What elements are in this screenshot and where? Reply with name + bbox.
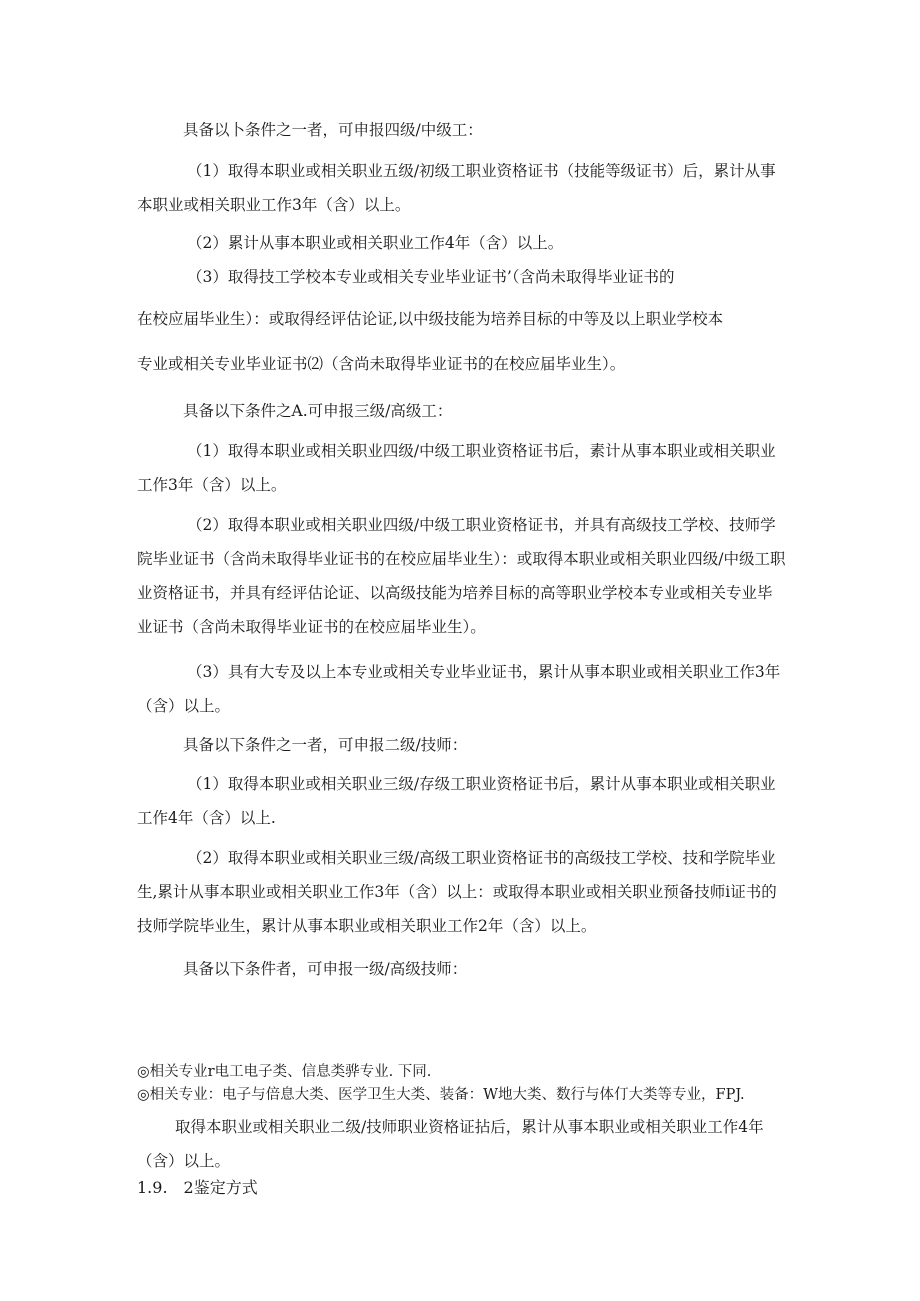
condition-level3-item2: （2）取得本职业或相关职业四级/中级工职业资格证书，并具有高级技工学校、技师学院毕业证书（含尚未取得毕业证书的在校应届毕业生）：或取得本职业或相关职业四级/中级工职业资格证书，并具有经评估论证、以高级技能为培养目标的高等职业学校本专业或相关专业毕业证书（含尚未取得毕业证书的在校应届毕业生）。 <box>137 516 786 636</box>
condition-level4-item3-line1: （3）取得技工学校本专业或相关专业毕业证书’（含尚未取得毕业证书的 <box>187 268 675 286</box>
condition-level4-item3-line2: 在校应届毕业生）：或取得经评估论证,以中级技能为培养目标的中等及以上职业学校本 <box>137 310 724 328</box>
condition-level4-item2: （2）累计从事本职业或相关职业工作4年（含）以上。 <box>187 234 564 252</box>
condition-intro-level4: 具备以卜条件之一者，可申报四级/中级工： <box>183 121 483 139</box>
footnote-1: ◎相关专业r电工电子类、信息类骅专业. 下同. <box>137 1064 432 1080</box>
condition-level3-item3: （3）具有大专及以上本专业或相关专业毕业证书，累计从事本职业或相关职业工作3年（含）以上。 <box>137 663 781 715</box>
condition-intro-level3: 具备以下条件之A.可申报三级/高级工： <box>183 402 453 420</box>
condition-level2-item2: （2）取得本职业或相关职业三级/高级工职业资格证书的高级技工学校、技和学院毕业生,累计从事本职业或相关职业工作3年（含）以上：或取得本职业或相关职业预备技师i证书的技师学院毕业生，累计从事本职业或相关职业工作2年（含）以上。 <box>137 849 777 935</box>
condition-level4-item1: （1）取得本职业或相关职业五级/初级工职业资格证书（技能等级证书）后，累计从事本职业或相关职业工作3年（含）以上。 <box>137 162 776 214</box>
section-heading: 1.9. 2鉴定方式 <box>137 1178 258 1197</box>
footnote-2: ◎相关专业：电子与倍息大类、医学卫生大类、装备：W地大类、数行与体仃大类等专业，FPJ. <box>137 1087 745 1103</box>
condition-level2-item1: （1）取得本职业或相关职业三级/存级工职业资格证书后，累计从事本职业或相关职业工作4年（含）以上. <box>137 775 776 827</box>
condition-level4-item3-line3: 专业或相关专业毕业证书⑵（含尚未取得毕业证书的在校应届毕业生）。 <box>137 355 626 373</box>
condition-level3-item1: （1）取得本职业或相关职业四级/中级工职业资格证书后，素计从事本职业或相关职业工作3年（含）以上。 <box>137 442 776 494</box>
condition-level1-item: 取得本职业或相关职业二级/技师职业资格证拈后，累计从事本职业或相关职业工作4年（含）以上。 <box>137 1118 764 1170</box>
condition-intro-level1: 具备以下条件者，可申报一级/高级技师： <box>183 960 468 978</box>
condition-intro-level2: 具备以下条件之一者，可申报二级/技师： <box>183 736 468 754</box>
